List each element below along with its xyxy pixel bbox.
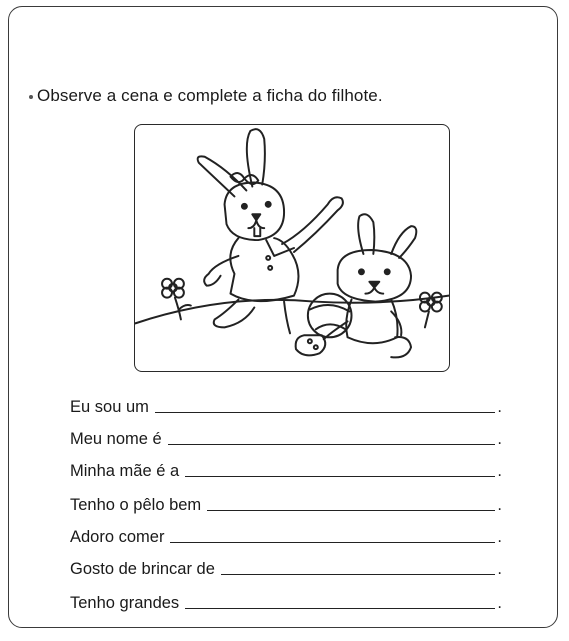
line-end-dot: .: [497, 398, 502, 416]
form-line-big: [70, 589, 502, 613]
bullet-dot: [29, 95, 33, 99]
answer-blank[interactable]: [185, 608, 495, 609]
form-line-species: [70, 393, 502, 417]
form-line-name: [70, 425, 502, 449]
form-line-play: [70, 555, 502, 579]
scene-illustration: [134, 124, 450, 372]
line-end-dot: .: [497, 462, 502, 480]
instruction-text: [29, 86, 383, 106]
line-end-dot: .: [497, 496, 502, 514]
ground-line: [135, 296, 448, 324]
answer-blank[interactable]: [221, 574, 495, 575]
answer-blank[interactable]: [170, 542, 495, 543]
answer-blank[interactable]: [168, 444, 496, 445]
line-end-dot: .: [497, 594, 502, 612]
form-line-label: Eu sou um: [70, 398, 149, 416]
form-line-label: Adoro comer: [70, 528, 165, 546]
form-line-food: [70, 523, 502, 547]
answer-blank[interactable]: [207, 510, 495, 511]
instruction-label: Observe a cena e complete a ficha do filhote.: [37, 86, 383, 105]
rabbit-mother-and-baby-illustration: [135, 125, 449, 371]
form-line-label: Tenho grandes: [70, 594, 180, 612]
form-line-label: Gosto de brincar de: [70, 560, 215, 578]
line-end-dot: .: [497, 560, 502, 578]
form-line-mother: [70, 457, 502, 481]
answer-blank[interactable]: [155, 412, 496, 413]
form-line-label: Minha mãe é a: [70, 462, 180, 480]
answer-blank[interactable]: [185, 476, 495, 477]
form-line-label: Tenho o pêlo bem: [70, 496, 202, 514]
line-end-dot: .: [497, 430, 502, 448]
line-end-dot: .: [497, 528, 502, 546]
form-line-label: Meu nome é: [70, 430, 162, 448]
form-line-fur: [70, 491, 502, 515]
